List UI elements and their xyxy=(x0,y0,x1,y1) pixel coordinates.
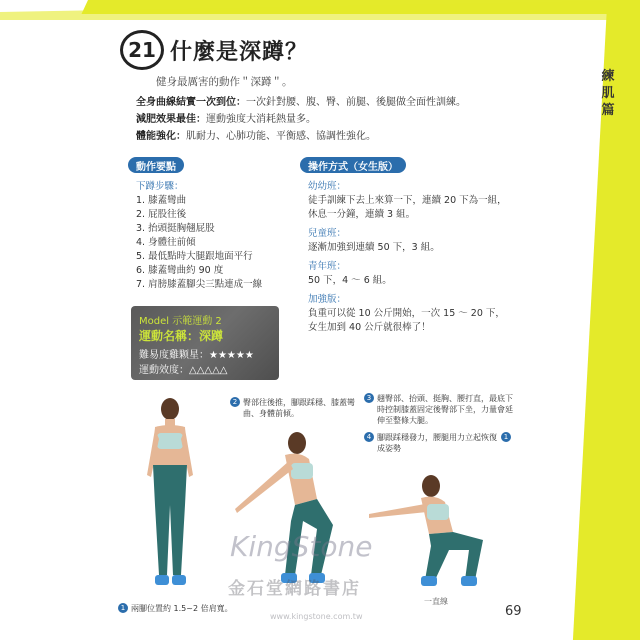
alignment-note: 一直線 xyxy=(424,597,448,606)
callout-step-1 xyxy=(118,603,258,614)
figure-half-squat xyxy=(225,425,355,595)
callout-text: 臀部往後推，腳跟踩穩、膝蓋彎曲、身體前傾。 xyxy=(243,398,355,418)
action-points-header: 動作要點 xyxy=(128,157,184,173)
model-info-box xyxy=(131,306,279,380)
benefit-list xyxy=(136,94,466,145)
difficulty-rating: 難易度雞颗星：★★★★★ xyxy=(139,350,254,361)
model-label: Model 示範運動 2 xyxy=(139,316,222,327)
chapter-title: 什麼是深蹲？ xyxy=(170,39,309,65)
callout-number: 2 xyxy=(230,397,240,407)
exercise-name: 運動名稱：深蹲 xyxy=(139,329,224,343)
callout-text: 翹臀部、抬頭、挺胸、腰打直，最底下時控制膝蓋固定後臀部下坐，力量會延伸至整條大腿。 xyxy=(377,394,513,425)
benefit-label: 全身曲線結實一次到位： xyxy=(136,97,246,108)
squat-steps xyxy=(136,180,262,292)
side-section-label: 練肌篇 xyxy=(601,69,615,118)
step-item: 1. 膝蓋彎曲 xyxy=(136,195,187,206)
level-label: 加強版： xyxy=(308,294,347,305)
level-text: 負重可以從 10 公斤開始，一次 15 ～ 20 下，女生加到 40 公斤就很棒了！ xyxy=(308,308,505,333)
step-item: 3. 抬頭挺胸翹屁股 xyxy=(136,223,215,234)
benefit-item xyxy=(136,128,466,145)
callout-step-2 xyxy=(230,397,360,419)
callout-text: 兩腳位置約 1.5~2 倍肩寬。 xyxy=(131,604,233,613)
benefit-item xyxy=(136,111,466,128)
callout-text: 腳跟踩穩發力，腰腿用力立起恢復成姿勢 xyxy=(377,433,497,453)
callout-step-3 xyxy=(364,393,514,426)
benefit-label: 減肥效果最佳： xyxy=(136,114,206,125)
callout-ref-number: 1 xyxy=(501,432,511,442)
right-accent-band xyxy=(554,0,640,640)
operation-levels xyxy=(308,180,508,335)
level-label: 青年班： xyxy=(308,261,347,272)
benefit-text: 一次針對腰、腹、臀、前腿、後腿做全面性訓練。 xyxy=(246,97,466,108)
callout-number: 1 xyxy=(118,603,128,613)
intro-text: 健身最厲害的動作＂深蹲＂。 xyxy=(156,76,293,88)
figure-deep-squat xyxy=(365,470,495,595)
watermark-store: 金石堂網路書店 xyxy=(228,579,361,599)
benefit-item xyxy=(136,94,466,111)
benefit-text: 肌耐力、心肺功能、平衡感、協調性強化。 xyxy=(186,131,376,142)
chapter-heading xyxy=(120,30,308,70)
step-item: 6. 膝蓋彎曲約 90 度 xyxy=(136,265,224,276)
figure-standing xyxy=(135,395,205,600)
level-text: 逐漸加強到連續 50 下，3 組。 xyxy=(308,242,440,253)
callout-step-4 xyxy=(364,432,514,454)
watermark-url: www.kingstone.com.tw xyxy=(270,612,363,621)
level-text: 徒手訓練下去上來算一下，連續 20 下為一組，休息一分鐘，連續 3 組。 xyxy=(308,195,507,220)
steps-title: 下蹲步驟： xyxy=(136,181,184,192)
operation-header: 操作方式（女生版） xyxy=(300,157,406,173)
level-label: 幼幼班： xyxy=(308,181,347,192)
step-item: 7. 肩膀膝蓋腳尖三點連成一線 xyxy=(136,279,263,290)
watermark-brand: KingStone xyxy=(230,530,373,563)
page-number: 69 xyxy=(505,604,522,619)
callout-number: 4 xyxy=(364,432,374,442)
effect-rating: 運動效度：△△△△△ xyxy=(139,365,228,376)
level-label: 兒童班： xyxy=(308,228,347,239)
step-item: 5. 最低點時大腿跟地面平行 xyxy=(136,251,253,262)
step-item: 2. 屁股往後 xyxy=(136,209,187,220)
benefit-label: 體能強化： xyxy=(136,131,186,142)
callout-number: 3 xyxy=(364,393,374,403)
step-item: 4. 身體往前傾 xyxy=(136,237,196,248)
chapter-number: 21 xyxy=(120,30,164,70)
level-text: 50 下，4 ～ 6 組。 xyxy=(308,275,392,286)
benefit-text: 運動強度大消耗熱量多。 xyxy=(206,114,316,125)
